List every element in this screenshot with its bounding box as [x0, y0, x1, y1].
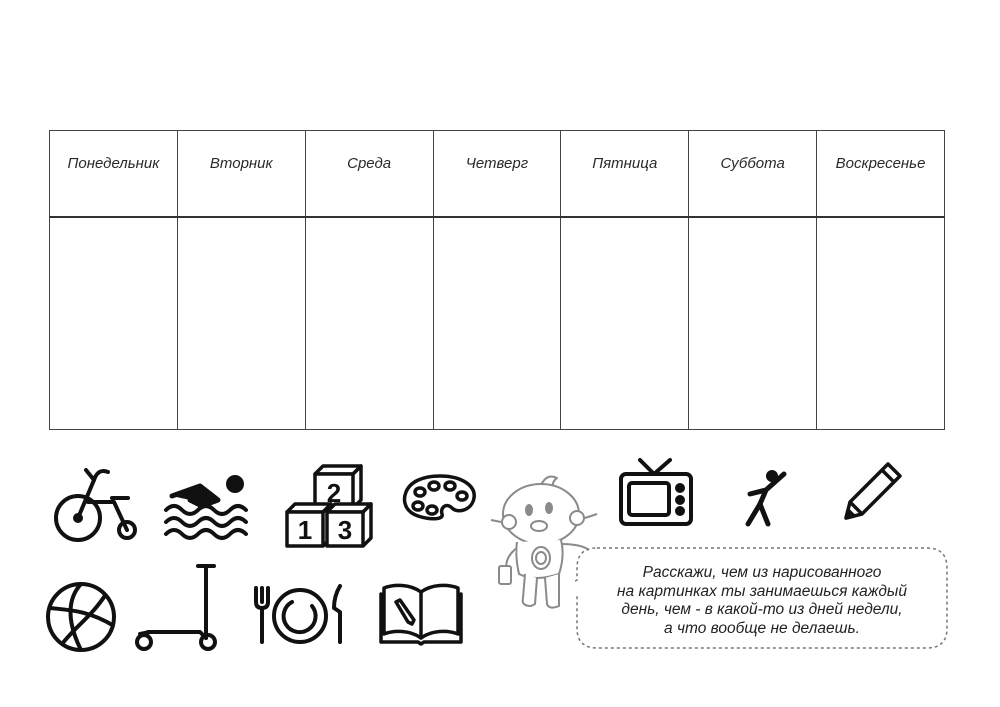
day-header-tuesday: Вторник — [177, 131, 305, 217]
bubble-instruction-text — [575, 564, 949, 638]
toy-blocks-icon — [283, 462, 375, 548]
day-cell-monday[interactable] — [50, 217, 178, 430]
bubble-line-4: а что вообще не делаешь. — [664, 619, 860, 637]
scooter-icon — [130, 562, 220, 652]
bubble-line-3: день, чем - в какой-то из дней недели, — [621, 601, 903, 618]
day-header-sunday: Воскресенье — [817, 131, 945, 217]
stretching-person-icon — [742, 468, 792, 530]
block-digit-2: 2 — [326, 478, 342, 508]
paint-palette-icon — [400, 472, 478, 522]
weekly-schedule-table — [49, 130, 945, 430]
open-book-icon — [378, 580, 464, 646]
beach-ball-icon — [44, 580, 118, 654]
day-header-wednesday: Среда — [305, 131, 433, 217]
bubble-line-2: на картинках ты занимаешься каждый — [617, 582, 907, 600]
day-cell-saturday[interactable] — [689, 217, 817, 430]
day-cell-friday[interactable] — [561, 217, 689, 430]
day-header-saturday: Суббота — [689, 131, 817, 217]
tricycle-icon — [50, 462, 145, 547]
swimmer-icon — [162, 470, 257, 540]
table-header-row — [50, 131, 945, 217]
block-digit-3: 3 — [337, 515, 353, 545]
speech-bubble — [575, 546, 949, 650]
bubble-line-1: Расскажи, чем из нарисованного — [642, 564, 882, 581]
day-header-friday: Пятница — [561, 131, 689, 217]
day-header-monday: Понедельник — [50, 131, 178, 217]
day-header-thursday: Четверг — [433, 131, 561, 217]
tv-icon — [618, 456, 694, 528]
plate-fork-knife-icon — [250, 580, 350, 650]
block-digit-1: 1 — [297, 515, 313, 545]
day-cell-tuesday[interactable] — [177, 217, 305, 430]
pencil-icon — [840, 458, 906, 522]
day-cell-sunday[interactable] — [817, 217, 945, 430]
table-body-row — [50, 217, 945, 430]
day-cell-thursday[interactable] — [433, 217, 561, 430]
day-cell-wednesday[interactable] — [305, 217, 433, 430]
